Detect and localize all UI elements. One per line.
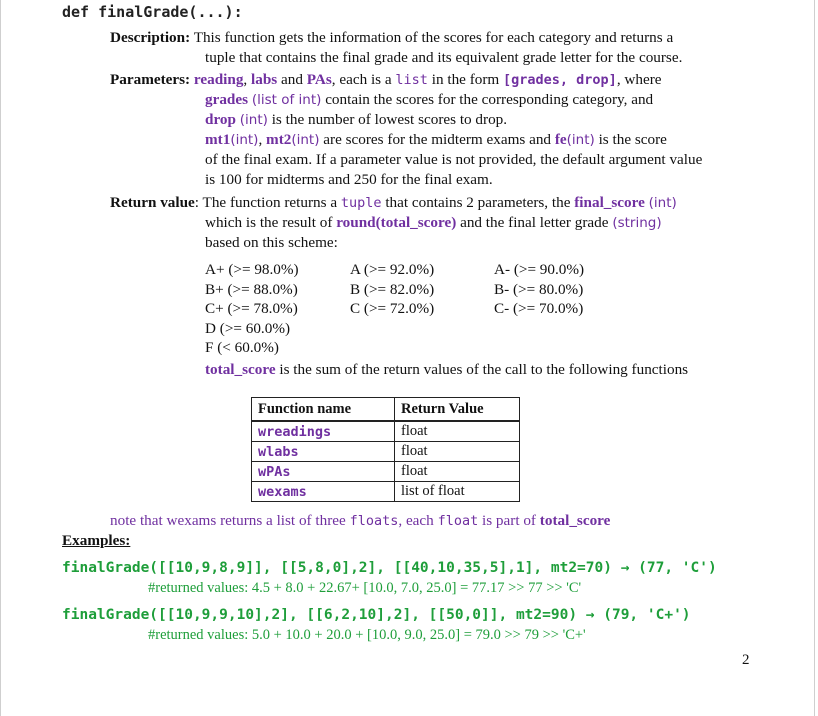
note-text-b: , each bbox=[398, 512, 434, 529]
table-cell-return: float bbox=[395, 442, 520, 462]
description-label: Description: bbox=[110, 29, 191, 46]
param-drop: drop bbox=[205, 111, 236, 128]
return-text2a: which is the result of bbox=[205, 214, 333, 231]
param-reading: reading bbox=[193, 71, 244, 88]
parameters-line4: mt1(int), mt2(int) are scores for the midterm exams and fe(int) is the score bbox=[205, 131, 667, 148]
grade-c-minus: C- (>= 70.0%) bbox=[494, 300, 584, 317]
return-label: Return value bbox=[110, 194, 195, 211]
table-row bbox=[252, 462, 520, 482]
parameters-line5: of the final exam. If a parameter value is not provided, the default argument value bbox=[205, 151, 703, 168]
param-grades-text: contain the scores for the corresponding category, and bbox=[325, 91, 654, 108]
examples-heading: Examples: bbox=[62, 532, 131, 549]
grade-b: B (>= 82.0%) bbox=[350, 280, 435, 298]
param-list-type: list bbox=[395, 72, 428, 88]
table-cell-return: float bbox=[395, 462, 520, 482]
grade-a-minus: A- (>= 90.0%) bbox=[494, 261, 585, 278]
param-grades: grades bbox=[205, 91, 249, 108]
table-row bbox=[252, 421, 520, 442]
param-drop-type: (int) bbox=[239, 112, 268, 128]
return-line1 bbox=[110, 193, 677, 214]
example-1-call: finalGrade([[10,9,8,9]], [[5,8,0],2], [[40,10,35,5],1], mt2=70) → (77, 'C') bbox=[62, 560, 717, 576]
parameters-label: Parameters: bbox=[110, 71, 191, 88]
description-section bbox=[110, 28, 673, 49]
return-string-type: (string) bbox=[612, 215, 662, 231]
example-2-returned: #returned values: 5.0 + 10.0 + 20.0 + [10.0, 9.0, 25.0] = 79.0 >> 79 >> 'C+' bbox=[148, 627, 586, 643]
table-cell-return: float bbox=[395, 421, 520, 442]
parameters-line1: Parameters: reading, labs and PAs, each is a list in the form [grades, drop], where bbox=[110, 71, 662, 88]
table-row bbox=[252, 442, 520, 462]
parameters-line6: is 100 for midterms and 250 for the final exam. bbox=[205, 171, 493, 188]
grade-column-3 bbox=[494, 260, 584, 319]
return-text2b: and the final letter grade bbox=[460, 214, 609, 231]
table-cell-return: list of float bbox=[395, 482, 520, 502]
description-line2: tuple that contains the final grade and its equivalent grade letter for the course. bbox=[205, 49, 683, 66]
return-line2 bbox=[205, 213, 662, 234]
return-round: round(total_score) bbox=[336, 214, 457, 231]
param-inform: in the form bbox=[431, 71, 500, 88]
left-margin-line bbox=[0, 0, 1, 716]
param-mt2-type: (int) bbox=[291, 132, 320, 148]
example-2-call: finalGrade([[10,9,9,10],2], [[6,2,10],2], [[50,0]], mt2=90) → (79, 'C+') bbox=[62, 607, 691, 623]
param-mt1: mt1 bbox=[205, 131, 231, 148]
param-fe: fe bbox=[554, 131, 567, 148]
param-labs: labs bbox=[251, 71, 278, 88]
example-1-returned: #returned values: 4.5 + 8.0 + 22.67+ [10.0, 7.0, 25.0] = 77.17 >> 77 >> 'C' bbox=[148, 580, 582, 596]
return-text1b: that contains 2 parameters, the bbox=[385, 194, 571, 211]
param-and: and bbox=[280, 71, 303, 88]
table-row bbox=[252, 482, 520, 502]
param-where: , where bbox=[616, 71, 662, 88]
grade-c: C (>= 72.0%) bbox=[350, 300, 435, 317]
note-text-c: is part of bbox=[482, 512, 536, 529]
table-cell-function: wPAs bbox=[252, 462, 395, 482]
note-floats: floats bbox=[349, 513, 399, 529]
table-header-return: Return Value bbox=[395, 398, 520, 422]
param-drop-text: is the number of lowest scores to drop. bbox=[271, 111, 508, 128]
grade-d: D (>= 60.0%) bbox=[205, 319, 291, 337]
description-line1: This function gets the information of the scores for each category and returns a bbox=[193, 29, 674, 46]
total-score-text: is the sum of the return values of the call to the following functions bbox=[279, 361, 689, 378]
grade-column-1 bbox=[205, 260, 299, 358]
table-cell-function: wlabs bbox=[252, 442, 395, 462]
table-header-function: Function name bbox=[252, 398, 395, 422]
param-mt2: mt2 bbox=[266, 131, 292, 148]
note-float: float bbox=[437, 513, 479, 529]
total-score-note bbox=[205, 360, 688, 381]
function-signature: def finalGrade(...): bbox=[62, 3, 243, 21]
grade-a-plus: A+ (>= 98.0%) bbox=[205, 261, 299, 278]
grade-column-2 bbox=[350, 260, 434, 319]
param-fe-text: is the score bbox=[598, 131, 667, 148]
grade-a: A (>= 92.0%) bbox=[350, 261, 435, 278]
grade-f: F (< 60.0%) bbox=[205, 339, 279, 356]
parameters-line2 bbox=[205, 90, 653, 111]
param-mt-text: are scores for the midterm exams and bbox=[323, 131, 552, 148]
return-line3: based on this scheme: bbox=[205, 234, 338, 251]
return-tuple: tuple bbox=[340, 195, 382, 211]
table-cell-function: wexams bbox=[252, 482, 395, 502]
param-form: [grades, drop] bbox=[503, 72, 617, 88]
wexams-note bbox=[110, 511, 610, 532]
return-text1a: : The function returns a bbox=[194, 194, 338, 211]
note-total-score: total_score bbox=[539, 512, 611, 529]
grade-c-plus: C+ (>= 78.0%) bbox=[205, 300, 298, 317]
param-pas: PAs bbox=[306, 71, 332, 88]
return-final-score: final_score bbox=[574, 194, 645, 211]
right-margin-line bbox=[814, 0, 815, 716]
param-fe-type: (int) bbox=[566, 132, 595, 148]
note-text-a: note that wexams returns a list of three bbox=[110, 512, 346, 529]
total-score-term: total_score bbox=[205, 361, 276, 378]
return-int-type: (int) bbox=[648, 195, 677, 211]
function-table bbox=[251, 397, 520, 502]
grade-b-plus: B+ (>= 88.0%) bbox=[205, 280, 298, 298]
page-number: 2 bbox=[742, 652, 750, 668]
param-mt1-type: (int) bbox=[230, 132, 259, 148]
param-rest1: , each is a bbox=[331, 71, 392, 88]
table-cell-function: wreadings bbox=[252, 421, 395, 442]
table-header-row bbox=[252, 398, 520, 422]
parameters-line3 bbox=[205, 110, 507, 131]
grade-b-minus: B- (>= 80.0%) bbox=[494, 280, 584, 298]
param-grades-type: (list of int) bbox=[251, 92, 322, 108]
